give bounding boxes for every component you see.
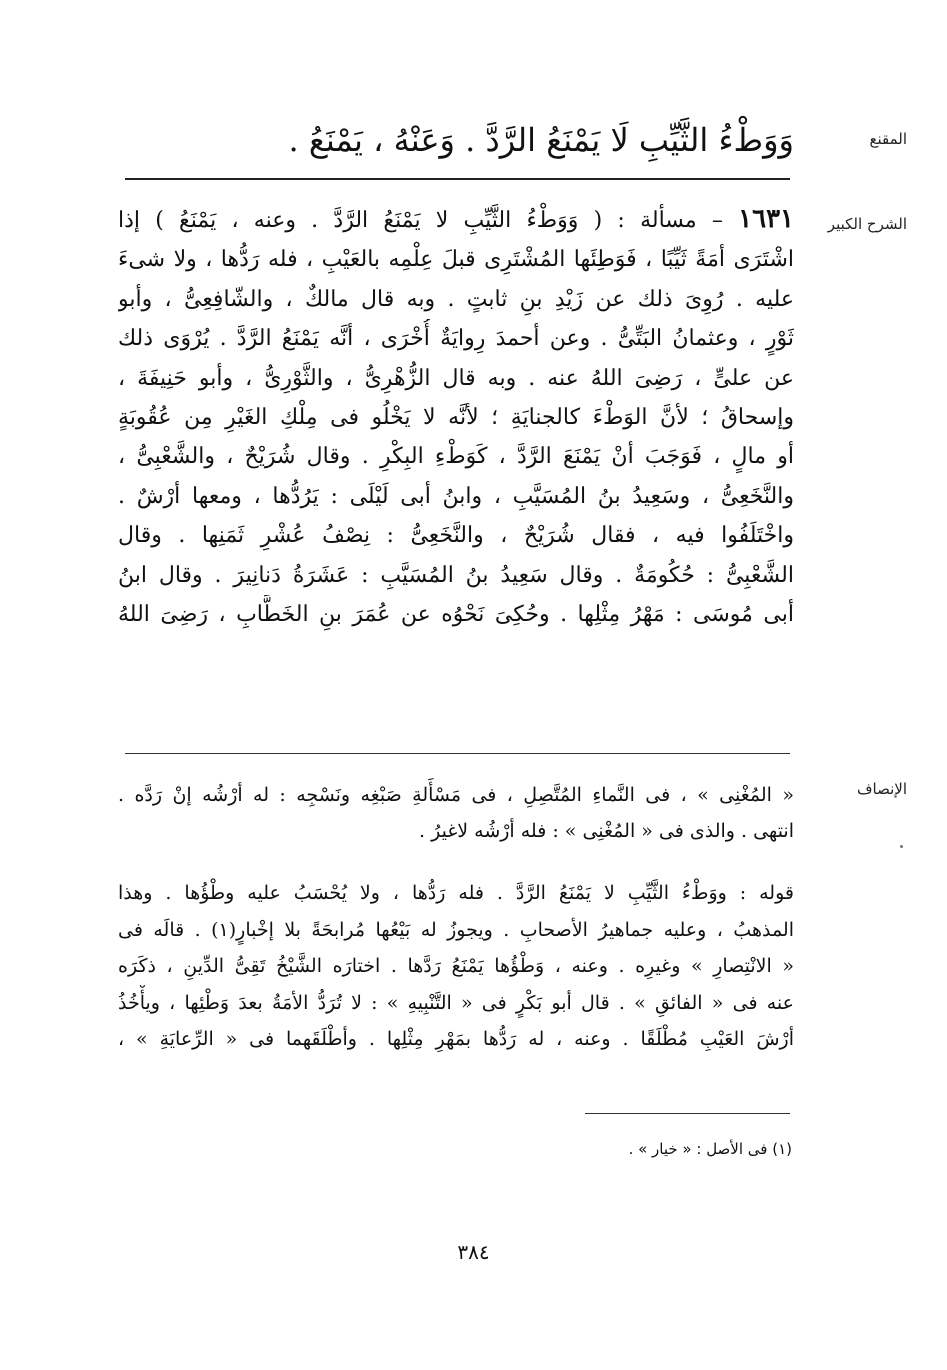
sharh-line-1: [118, 200, 794, 240]
sharh-line-1-text: – مسألة : ( وَوَطْءُ الثَّيِّبِ لا يَمْنَعُ الرَّدَّ . وعنه ، يَمْنَعُ ) إذا: [118, 208, 723, 233]
sharh-line: أبى مُوسَى : مَهْرُ مِثْلِها . وحُكِىَ نَحْوُه عن عُمَرَ بنِ الخَطَّابِ ، رَضِىَ اللهُ: [118, 602, 794, 628]
issue-number: ١٦٣١: [738, 204, 794, 234]
insaf-line: المذهبُ ، وعليه جماهيرُ الأصحابِ . ويجوزُ له بَيْعُها مُرابحَةً بلا إخْبارٍ(١) . قالَه فى: [118, 918, 794, 941]
sharh-label: الشرح الكبير: [827, 215, 907, 233]
sharh-line: وإسحاقُ ؛ لأنَّ الوَطْءَ كالجنايَةِ ؛ لأنَّه لا يَخْلُو فى مِلْكِ الغَيْرِ مِن عُقُوبَةٍ: [118, 405, 794, 431]
sharh-text: [118, 200, 794, 634]
sharh-line: عن علىٍّ ، رَضِىَ اللهُ عنه . وبه قال الزُّهْرِىُّ ، والثَّوْرِىُّ ، وأبو حَنِيفَةَ ،: [118, 365, 794, 391]
muqni-label: المقنع: [869, 130, 907, 148]
insaf-text-2: [118, 875, 794, 1058]
sharh-line: أو مالٍ ، فَوَجَبَ أنْ يَمْنَعَ الرَّدَّ ، كَوَطْءِ البِكْرِ . وقال شُرَيْحٌ ، والشَّعْبِىُّ ،: [118, 444, 794, 470]
page-number: ٣٨٤: [457, 1240, 490, 1264]
sharh-line: ثَوْرٍ ، وعثمانُ البَتِّىُّ . وعن أحمدَ رِوايَةٌ أُخْرَى ، أنَّه يَمْنَعُ الرَّدَّ . يُرْوَى ذلك: [118, 326, 794, 352]
insaf-text: [118, 777, 794, 849]
insaf-line: عنه فى « الفائقِ » . قال أبو بَكْرٍ فى « التَّنْبِيهِ » : لا تُرَدُّ الأمَةُ بعدَ وَطْئِها ، ويأْخُذُ: [118, 991, 794, 1014]
insaf-line: انتهى . والذى فى « المُغْنِى » : فله أرْشُه لاغيرُ .: [419, 820, 794, 842]
sharh-line: واخْتَلَفُوا فيه ، فقال شُرَيْحٌ ، والنَّخَعِىُّ : نِصْفُ عُشْرِ ثَمَنِها . وقال: [118, 523, 794, 549]
insaf-line: « المُغْنِى » ، فى النَّماءِ المُتَّصِلِ ، فى مَسْأَلةِ صَبْغِه ونَسْجِه : له أرْشُه إنْ رَدَّه .: [118, 784, 794, 806]
sharh-line: اشْتَرَى أمَةً ثَيِّبًا ، فَوَطِئَها المُشْتَرِى قبلَ عِلْمِه بالعَيْبِ ، فله رَدُّها ، ولا شىءَ: [118, 247, 794, 273]
insaf-line: أرْشَ العَيْبِ مُطْلَقًا . وعنه ، له رَدُّها بمَهْرِ مِثْلِها . وأطْلَقَهما فى « الرِّعايَةِ » ،: [118, 1028, 794, 1050]
insaf-line: قوله : ووَطْءُ الثَّيِّبِ لا يَمْنَعُ الرَّدَّ . فله رَدُّها ، ولا يُحْسَبُ عليه وطْؤُها . وهذا: [118, 882, 794, 904]
sharh-line: عليه . رُوِىَ ذلك عن زَيْدِ بنِ ثابتٍ . وبه قال مالكٌ ، والشّافِعِىُّ ، وأبو: [118, 286, 794, 312]
footnote-divider: [585, 1113, 790, 1114]
muqni-text: [118, 118, 794, 162]
top-divider: [125, 178, 790, 180]
muqni-line: وَوَطْءُ الثَّيِّبِ لَا يَمْنَعُ الرَّدَّ . وَعَنْهُ ، يَمْنَعُ .: [288, 121, 794, 159]
sharh-line: والنَّخَعِىُّ ، وسَعِيدُ بنُ المُسَيَّبِ ، وابنُ أبى لَيْلَى : يَرُدُّها ، ومعها أرْشٌ .: [118, 483, 794, 509]
insaf-label: الإنصاف: [856, 780, 907, 798]
insaf-line: « الانْتِصارِ » وغيرِه . وعنه ، وَطْؤُها يَمْنَعُ رَدَّها . اختارَه الشَّيْخُ تَقِىُّ الدِّينِ ، ذكَرَه: [118, 955, 794, 977]
footnote: (١) فى الأصل : « خيار » .: [628, 1140, 792, 1158]
margin-mark: [900, 845, 903, 848]
sharh-line: الشَّعْبِىُّ : حُكُومَةٌ . وقال سَعِيدُ بنُ المُسَيَّبِ : عَشَرَةُ دَنانِيرَ . وقال ابنُ: [118, 562, 794, 588]
middle-divider: [125, 753, 790, 754]
